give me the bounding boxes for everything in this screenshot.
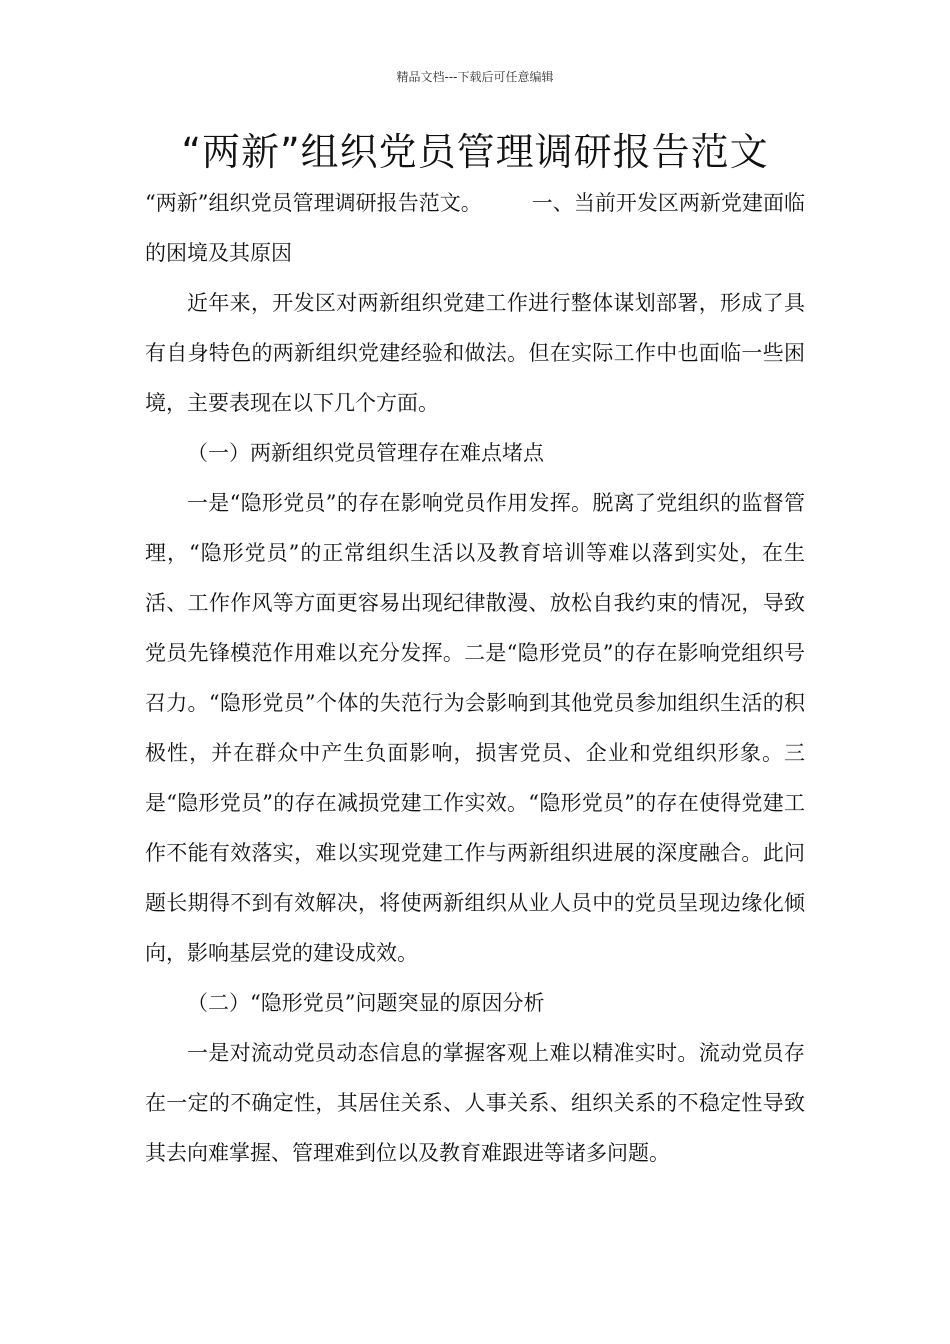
paragraph-overview: 近年来，开发区对两新组织党建工作进行整体谋划部署，形成了具有自身特色的两新组织党建经验和做法。但在实际工作中也面临一些困境，主要表现在以下几个方面。 <box>145 291 805 415</box>
intro-paragraph <box>145 178 805 278</box>
header-note: 精品文档---下载后可任意编辑 <box>396 70 554 84</box>
document-body <box>145 178 805 1178</box>
intro-lead: “两新”组织党员管理调研报告范文。 <box>145 191 482 215</box>
paragraph-hidden-members: 一是“隐形党员”的存在影响党员作用发挥。脱离了党组织的监督管理，“隐形党员”的正常组织生活以及教育培训等难以落到实处，在生活、工作作风等方面更容易出现纪律散漫、放松自我约束的情况，导致党员先锋模范作用难以充分发挥。二是“隐形党员”的存在影响党组织号召力。“隐形党员”个体的失范行为会影响到其他党员参加组织生活的积极性，并在群众中产生负面影响，损害党员、企业和党组织形象。三是“隐形党员”的存在减损党建工作实效。“隐形党员”的存在使得党建工作不能有效落实，难以实现党建工作与两新组织进展的深度融合。此问题长期得不到有效解决，将使两新组织从业人员中的党员呈现边缘化倾向，影响基层党的建设成效。 <box>145 491 805 965</box>
subheading-causes: （二）“隐形党员”问题突显的原因分析 <box>187 991 545 1015</box>
subheading-difficulties: （一）两新组织党员管理存在难点堵点 <box>187 441 544 465</box>
paragraph-causes: 一是对流动党员动态信息的掌握客观上难以精准实时。流动党员存在一定的不确定性，其居住关系、人事关系、组织关系的不稳定性导致其去向难掌握、管理难到位以及教育难跟进等诸多问题。 <box>145 1041 805 1165</box>
section-heading-one: 一、当前开发区两新党建面临的困境及其原因 <box>145 191 805 265</box>
document-title: “两新”组织党员管理调研报告范文 <box>181 130 769 174</box>
